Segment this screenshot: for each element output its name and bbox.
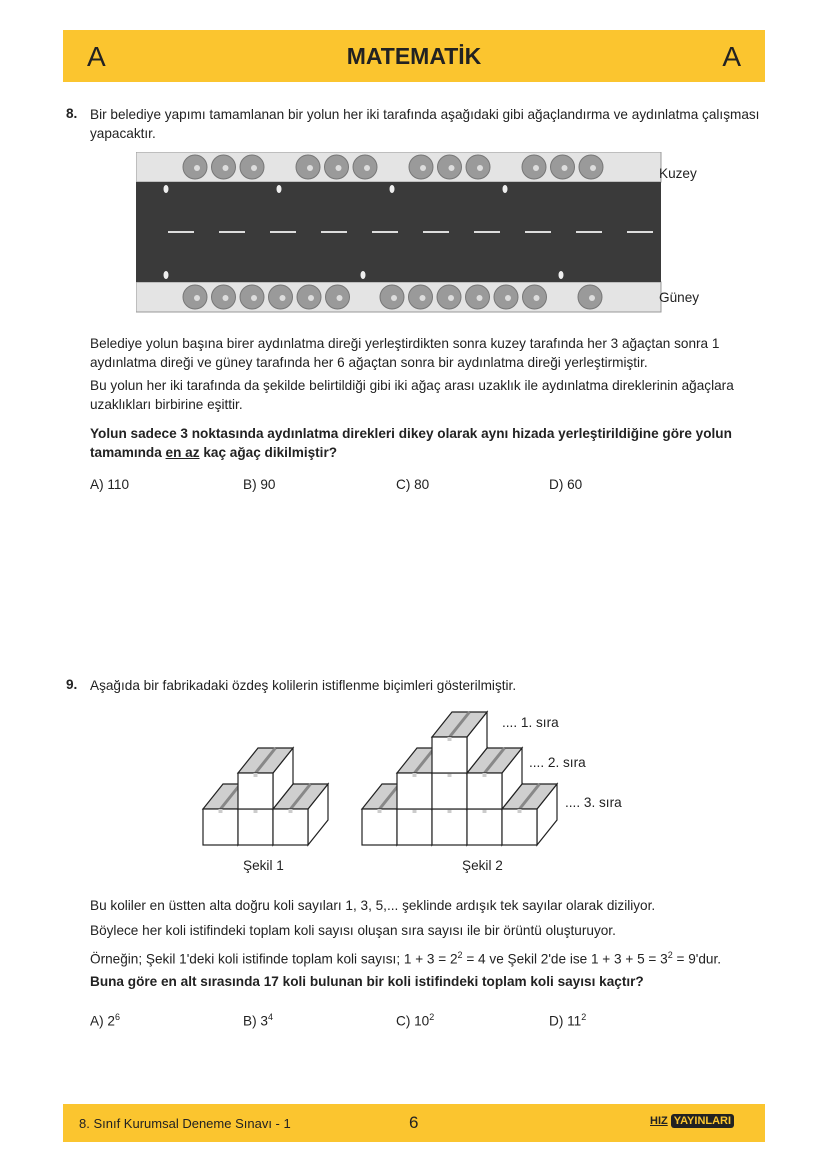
- question-intro: Bir belediye yapımı tamamlanan bir yolun her iki tarafında aşağıdaki gibi ağaçlandırma ve aydınlatma çalışması yapacaktır.: [90, 107, 760, 141]
- box-front: [467, 773, 502, 809]
- tree-detail: [223, 295, 229, 301]
- tree-detail: [534, 295, 540, 301]
- tree-detail: [336, 165, 342, 171]
- option-label: D) 11: [549, 1013, 582, 1029]
- box-tape-end: [448, 737, 452, 741]
- lamp-pole-icon: [277, 185, 282, 193]
- box-front: [432, 773, 467, 809]
- label-south: Güney: [659, 290, 700, 305]
- lane-marking: [321, 231, 347, 233]
- figure-1-caption: Şekil 1: [243, 858, 284, 873]
- tree-detail: [505, 295, 511, 301]
- exponent: 2: [581, 1012, 587, 1022]
- box-front: [397, 773, 432, 809]
- row-label-1: .... 1. sıra: [502, 715, 559, 730]
- box-front: [432, 809, 467, 845]
- box-tape-end: [289, 809, 293, 813]
- text: Örneğin; Şekil 1'deki koli istifinde toplam koli sayısı; 1 + 3 = 2: [90, 951, 458, 967]
- figure-2-caption: Şekil 2: [462, 858, 503, 873]
- lane-marking: [372, 231, 398, 233]
- lane-marking: [270, 231, 296, 233]
- exponent: 4: [267, 1012, 273, 1022]
- lane-marking: [474, 231, 500, 233]
- tree-detail: [562, 165, 568, 171]
- row-label-3: .... 3. sıra: [565, 795, 622, 810]
- option-c[interactable]: [396, 1012, 434, 1029]
- lane-marking: [627, 231, 653, 233]
- question-number: 8.: [66, 106, 78, 121]
- lamp-pole-icon: [390, 185, 395, 193]
- option-b[interactable]: B) 90: [243, 477, 276, 492]
- box-tape-end: [378, 809, 382, 813]
- tree-detail: [223, 165, 229, 171]
- lane-marking: [525, 231, 551, 233]
- paragraph: Bu yolun her iki tarafında da şekilde belirtildiği gibi iki ağaç arası uzaklık ile aydınlatma direklerinin ağaçlara uzaklıkları birbirine eşittir.: [90, 378, 734, 412]
- row-label-2: .... 2. sıra: [529, 755, 586, 770]
- box-front: [238, 773, 273, 809]
- lane-marking: [168, 231, 194, 233]
- tree-detail: [307, 165, 313, 171]
- box-front: [362, 809, 397, 845]
- option-a[interactable]: A) 110: [90, 477, 130, 492]
- tree-detail: [449, 165, 455, 171]
- option-label: C) 10: [396, 1013, 430, 1029]
- tree-detail: [308, 295, 314, 301]
- box-tape-end: [413, 773, 417, 777]
- tree-detail: [533, 165, 539, 171]
- lamp-pole-icon: [361, 271, 366, 279]
- publisher-logo: [650, 1115, 734, 1127]
- tree-detail: [590, 165, 596, 171]
- text: = 9'dur.: [672, 951, 722, 967]
- lamp-pole-icon: [503, 185, 508, 193]
- subject-title: MATEMATİK: [346, 43, 482, 69]
- option-a[interactable]: [90, 1012, 120, 1029]
- booklet-letter-right: A: [722, 41, 741, 72]
- lamp-pole-icon: [164, 271, 169, 279]
- tree-detail: [280, 295, 286, 301]
- page-header: [63, 30, 765, 82]
- paragraph: Böylece her koli istifindeki toplam koli sayısı oluşan sıra sayısı ile bir örüntü oluşturuyor.: [90, 923, 616, 938]
- lane-marking: [219, 231, 245, 233]
- question-number: 9.: [66, 677, 78, 692]
- box-tape-end: [254, 773, 258, 777]
- question-emphasis: en az: [165, 445, 200, 460]
- text: = 4 ve Şekil 2'de ise 1 + 3 + 5 = 3: [462, 951, 668, 967]
- tree-detail: [194, 295, 200, 301]
- tree-detail: [420, 295, 426, 301]
- option-d[interactable]: [549, 1012, 586, 1029]
- tree-detail: [477, 165, 483, 171]
- question-part: kaç ağaç dikilmiştir?: [199, 445, 338, 460]
- paragraph: Belediye yolun başına birer aydınlatma direği yerleştirdikten sonra kuzey tarafında her 3 ağaçtan sonra 1 aydınlatma direği ve güney tarafında her 6 ağaçtan sonra bir aydınlatma direği yerleştirmiştir.: [90, 336, 720, 370]
- box-tape-end: [518, 809, 522, 813]
- box-front: [273, 809, 308, 845]
- lamp-pole-icon: [164, 185, 169, 193]
- lamp-pole-icon: [559, 271, 564, 279]
- option-b[interactable]: [243, 1012, 273, 1029]
- box-front: [203, 809, 238, 845]
- exponent: 2: [667, 950, 673, 960]
- tree-detail: [194, 165, 200, 171]
- question-part: Yolun sadece 3 noktasında aydınlatma direkleri dikey olarak aynı hizada yerleştirildiğine göre yolun tamamında: [90, 426, 732, 460]
- option-d[interactable]: D) 60: [549, 477, 583, 492]
- box-tape-end: [219, 809, 223, 813]
- tree-detail: [448, 295, 454, 301]
- tree-detail: [391, 295, 397, 301]
- exponent: 2: [429, 1012, 435, 1022]
- option-c[interactable]: C) 80: [396, 477, 430, 492]
- box-front: [502, 809, 537, 845]
- tree-detail: [364, 165, 370, 171]
- road-diagram: [136, 152, 716, 317]
- tree-detail: [337, 295, 343, 301]
- box-front: [467, 809, 502, 845]
- label-north: Kuzey: [659, 166, 697, 181]
- question-text: [90, 424, 766, 462]
- box-stacks-diagram: [0, 700, 828, 860]
- exam-name: 8. Sınıf Kurumsal Deneme Sınavı - 1: [79, 1116, 291, 1131]
- box-front: [397, 809, 432, 845]
- tree-detail: [251, 165, 257, 171]
- tree-detail: [251, 295, 257, 301]
- tree-detail: [477, 295, 483, 301]
- box-tape-end: [483, 773, 487, 777]
- box-front: [432, 737, 467, 773]
- option-label: B) 3: [243, 1013, 268, 1029]
- paragraph: Bu koliler en üstten alta doğru koli sayıları 1, 3, 5,... şeklinde ardışık tek sayılar olarak diziliyor.: [90, 898, 656, 913]
- lane-marking: [423, 231, 449, 233]
- paragraph: [90, 946, 721, 969]
- tree-detail: [420, 165, 426, 171]
- option-label: A) 2: [90, 1013, 115, 1029]
- exponent: 6: [114, 1012, 120, 1022]
- page-footer: [63, 1104, 765, 1142]
- question-text: Buna göre en alt sırasında 17 koli bulunan bir koli istifindeki toplam koli sayısı kaçtır?: [90, 974, 644, 989]
- question-intro: Aşağıda bir fabrikadaki özdeş kolilerin istiflenme biçimleri gösterilmiştir.: [90, 678, 517, 693]
- logo-text: HIZ: [650, 1115, 668, 1127]
- logo-text: YAYINLARI: [671, 1114, 734, 1128]
- box-front: [238, 809, 273, 845]
- lane-marking: [576, 231, 602, 233]
- booklet-letter-left: A: [87, 41, 106, 72]
- tree-detail: [589, 295, 595, 301]
- page-number: 6: [409, 1113, 419, 1132]
- exponent: 2: [457, 950, 463, 960]
